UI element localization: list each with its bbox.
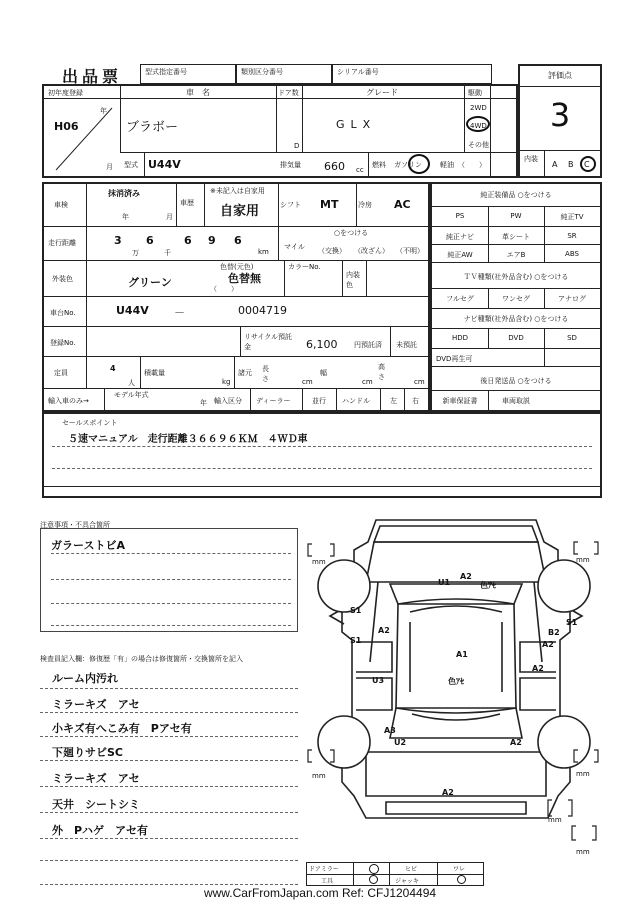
new-car-warranty: 新車保証書 [442, 397, 478, 405]
equip-abs: ABS [565, 250, 579, 258]
capacity-value: 4 [110, 364, 116, 373]
score-value: 3 [549, 96, 571, 134]
navi-hdd: HDD [451, 334, 469, 342]
equipment-title: 純正装備品 ○をつける [480, 191, 552, 199]
inspection-value: 抹消済み [108, 189, 140, 198]
damage-mark: A2 [460, 572, 472, 581]
tv-title: ＴＶ種類(社外品含む) ○をつける [463, 273, 569, 281]
tv-oneseg: ワンセグ [502, 295, 530, 303]
cooler-label: 冷房 [358, 201, 372, 209]
damage-mark: U2 [394, 738, 407, 747]
height-label: 高さ [378, 363, 385, 381]
drive-4wd: 4WD [470, 122, 487, 130]
grade-value: GLX [336, 118, 377, 131]
cc-unit: cc [356, 166, 364, 174]
damage-mark: S1 [350, 606, 362, 615]
inspector-note: 外 Pハゲ アセ有 [52, 824, 148, 837]
equip-sr: SR [567, 232, 577, 240]
damage-mark: A2 [542, 640, 554, 649]
sales-point-label: セールスポイント [62, 419, 118, 427]
equip-ps: PS [455, 212, 465, 220]
drive-other: その他 [468, 141, 489, 149]
inspector-note: 小キズ有へこみ有 Pアセ有 [52, 722, 192, 735]
mm-unit: mm [548, 816, 562, 824]
width-label: 幅 [320, 369, 327, 377]
damage-mark: S1 [566, 618, 578, 627]
equip-leather: 革シート [502, 233, 530, 241]
dims-label: 諸元 [238, 369, 252, 377]
inspector-note: 天井 シートシミ [52, 798, 140, 811]
interior-c-circle-mark [580, 156, 596, 172]
equip-airbag: エアB [506, 251, 526, 259]
recycle-unpaid: 未預託 [396, 341, 417, 349]
legend-jack: ジャッキ [395, 878, 419, 885]
person-unit: 人 [128, 379, 135, 387]
interior-grade-label: 内装 [524, 155, 538, 163]
inspector-label: 検査員記入欄：修復歴「有」の場合は修復箇所・交換箇所を記入 [40, 655, 243, 663]
damage-mark: A2 [532, 664, 544, 673]
car-name-label: 車 名 [186, 88, 210, 97]
interior-grade-c: C [584, 160, 590, 169]
damage-mark: U1 [438, 578, 451, 587]
damage-mark: A1 [456, 650, 468, 659]
mileage-digit: 3 [114, 234, 122, 247]
legend-tools: 工具 [321, 878, 334, 885]
damage-mark: A2 [510, 738, 522, 747]
page-title: 出品票 [62, 67, 123, 86]
mm-unit: mm [312, 772, 326, 780]
legend-jack-mark [457, 875, 466, 884]
handle-right: 右 [412, 397, 419, 405]
displacement-value: 660 [324, 160, 345, 173]
cooler-value: AC [394, 198, 411, 211]
inspection-year-unit: 年 [122, 213, 129, 221]
shift-label: シフト [280, 201, 301, 209]
kg-unit: kg [222, 378, 231, 386]
import-parallel: 並行 [312, 397, 326, 405]
inspection-month-unit: 月 [166, 213, 173, 221]
type-label: 型式 [124, 161, 138, 169]
frame-label: 車台No. [50, 309, 76, 317]
mileage-unknown: （不明） [396, 247, 424, 255]
interior-grade-b: B [568, 160, 574, 169]
car-diagram [300, 512, 610, 862]
equip-pw: PW [510, 212, 522, 220]
mileage-exchange: （交換） [318, 247, 346, 255]
damage-mark: A3 [384, 726, 396, 735]
type-value: U44V [148, 158, 181, 171]
mileage-digit: 9 [208, 234, 216, 247]
legend-door-mirror: ドアミラー [309, 866, 339, 873]
vehicle-use-value: 自家用 [220, 204, 260, 219]
first-reg-value: H06 [54, 120, 79, 133]
equip-aw: 純正AW [447, 251, 473, 259]
color-no-label: カラーNo. [288, 263, 321, 271]
fuel-gasoline-circle-mark [408, 154, 430, 174]
sen-unit: 千 [164, 249, 171, 257]
interior-grade-a: A [552, 160, 558, 169]
caution-box [40, 528, 298, 632]
slash-decoration [50, 100, 118, 174]
drive-4wd-circle-mark [466, 116, 490, 132]
door-value: D [294, 142, 300, 150]
handle-left: 左 [390, 397, 397, 405]
capacity-label: 定員 [54, 369, 68, 377]
navi-dvd: DVD [508, 334, 524, 342]
model-year-label: モデル年式 [114, 391, 149, 399]
year-unit: 年 [100, 107, 107, 115]
footer-watermark: www.CarFromJapan.com Ref: CFJ1204494 [203, 886, 437, 900]
score-box [518, 64, 602, 178]
recycle-paid: 円預託済 [354, 341, 382, 349]
mileage-circle-note: ○をつける [334, 229, 369, 237]
exterior-value: グリーン [128, 276, 172, 289]
mile-label: マイル [284, 243, 305, 251]
damage-mark: U3 [372, 676, 385, 685]
equip-tv: 純正TV [560, 213, 584, 221]
mileage-digit: 6 [184, 234, 192, 247]
length-label: 長さ [262, 365, 269, 383]
import-label: 輸入車のみ→ [48, 397, 89, 405]
drive-2wd: 2WD [470, 104, 487, 112]
recycle-value: 6,100 [306, 338, 338, 351]
damage-mark: S1 [350, 636, 362, 645]
inspector-note: 下廻りサビSC [52, 746, 123, 759]
km-unit: km [258, 248, 269, 256]
inspection-label: 車検 [54, 201, 68, 209]
repaint-paren: （ ） [210, 285, 238, 293]
equip-navi: 純正ナビ [446, 233, 474, 241]
cm-unit: cm [302, 378, 313, 386]
recycle-label: リサイクル預託金 [244, 333, 293, 351]
legend-table [306, 862, 484, 886]
mileage-label: 走行距離 [48, 239, 76, 247]
navi-sd: SD [567, 334, 577, 342]
damage-mark: A2 [378, 626, 390, 635]
drive-label: 駆動 [468, 89, 482, 97]
import-dealer: ディーラー [256, 397, 291, 405]
legend-tools-mark [369, 875, 378, 884]
fuel-other: （ ） [458, 161, 486, 169]
dvd-playback: DVD再生可 [436, 355, 473, 363]
import-class-label: 輸入区分 [214, 397, 242, 405]
interior-color-label: 内装色 [346, 271, 360, 289]
fuel-gasoline: ガソリン [394, 161, 422, 169]
fuel-label: 燃料 [372, 161, 386, 169]
owners-manual: 車両取説 [502, 397, 530, 405]
damage-mark: A2 [442, 788, 454, 797]
displacement-label: 排気量 [280, 161, 301, 169]
month-unit: 月 [106, 163, 113, 171]
man-unit: 万 [132, 249, 139, 257]
grade-label: グレード [366, 88, 398, 97]
cm-unit: cm [362, 378, 373, 386]
fuel-diesel: 軽油 [440, 161, 454, 169]
inspector-note: ミラーキズ アセ [52, 698, 140, 711]
frame-prefix: U44V [116, 304, 149, 317]
damage-mark: B2 [548, 628, 560, 637]
legend-broken: ワレ [453, 866, 466, 873]
inspector-note: ミラーキズ アセ [52, 772, 140, 785]
car-name-value: ブラボー [126, 120, 179, 135]
regno-label: 登録No. [50, 339, 76, 347]
serial-box: シリアル番号 [332, 64, 492, 84]
equipment-block [430, 182, 602, 412]
mileage-digits [104, 232, 284, 258]
load-label: 積載量 [144, 369, 165, 377]
legend-crack: ヒビ [405, 866, 418, 873]
inspector-note: ルーム内汚れ [52, 672, 118, 685]
vehicle-use-note: ※未記入は自家用 [210, 187, 265, 195]
cm-unit: cm [414, 378, 425, 386]
caution-label: 注意事項・不具合箇所 [40, 521, 110, 529]
score-label: 評価点 [548, 71, 572, 80]
category-box: 類別区分番号 [236, 64, 332, 84]
basic-info-block [42, 84, 518, 178]
handle-label: ハンドル [342, 397, 370, 405]
mileage-digit: 6 [146, 234, 154, 247]
exterior-label: 外装色 [52, 275, 73, 283]
model-year-unit: 年 [200, 399, 207, 407]
navi-title: ナビ種類(社外品含む) ○をつける [463, 315, 569, 323]
sales-point-text: ５速マニュアル 走行距離３６６９６ＫＭ ４ＷＤ車 [68, 434, 308, 445]
door-label: ドア数 [278, 89, 299, 97]
frame-dash: － [174, 306, 185, 319]
later-shipment-title: 後日発送品 ○をつける [480, 377, 552, 385]
frame-number: 0004719 [238, 304, 287, 317]
damage-mark: 色ｱｾ [480, 581, 496, 590]
tv-fullseg: フルセグ [446, 295, 474, 303]
vehicle-use-label: 車歴 [180, 199, 194, 207]
tv-analog: アナログ [558, 295, 586, 303]
sales-point-block [42, 412, 602, 498]
repaint-label: 色替(元色) [220, 263, 254, 271]
repaint-value: 色替無 [228, 272, 261, 285]
shift-value: MT [320, 198, 339, 211]
caution-text: ガラーストビA [51, 539, 125, 552]
mm-unit: mm [312, 558, 326, 566]
first-reg-label: 初年度登録 [48, 89, 83, 97]
damage-mark: 色ｱｾ [448, 677, 464, 686]
mileage-modified: （改ざん） [354, 247, 389, 255]
detail-block [42, 182, 430, 412]
mileage-digit: 6 [234, 234, 242, 247]
legend-mirror-mark [369, 864, 379, 874]
mm-unit: mm [576, 848, 590, 856]
mm-unit: mm [576, 770, 590, 778]
model-cert-box: 型式指定番号 [140, 64, 236, 84]
mm-unit: mm [576, 556, 590, 564]
